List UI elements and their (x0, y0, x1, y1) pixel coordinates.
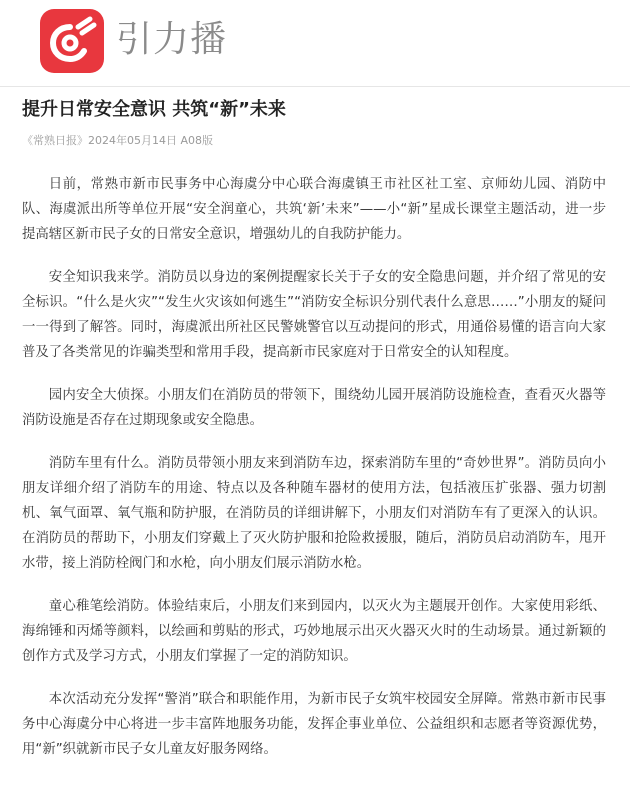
article-paragraph: 日前，常熟市新市民事务中心海虞分中心联合海虞镇王市社区社工室、京师幼儿园、消防中队、海虞派出所等单位开展“安全润童心，共筑‘新’未来”——小“新”星成长课堂主题活动，进一步提高辖区新市民子女的日常安全意识，增强幼儿的自我防护能力。 (22, 177, 606, 242)
article-body (22, 172, 606, 780)
site-header (0, 0, 630, 82)
header-divider (0, 86, 630, 87)
article-paragraph: 消防车里有什么。消防员带领小朋友来到消防车边，探索消防车里的“奇妙世界”。消防员向小朋友详细介绍了消防车的用途、特点以及各种随车器材的使用方法，包括液压扩张器、强力切割机、氧气面罩、氧气瓶和防护服，在消防员的详细讲解下，小朋友们对消防车有了更深入的认识。在消防员的帮助下，小朋友们穿戴上了灭火防护服和抢险救援服，随后，消防员启动消防车，甩开水带，接上消防栓阀门和水枪，向小朋友们展示消防水枪。 (22, 456, 606, 571)
article-paragraph: 本次活动充分发挥“警消”联合和职能作用，为新市民子女筑牢校园安全屏障。常熟市新市民事务中心海虞分中心将进一步丰富阵地服务功能，发挥企事业单位、公益组织和志愿者等资源优势，用“新”织就新市民子女儿童友好服务网络。 (22, 692, 606, 757)
article-meta: 《常熟日报》2024年05月14日 A08版 (22, 134, 214, 147)
article-paragraph: 安全知识我来学。消防员以身边的案例提醒家长关于子女的安全隐患问题，并介绍了常见的安全标识。“什么是火灾”“发生火灾该如何逃生”“消防安全标识分别代表什么意思……”小朋友的疑问一一得到了解答。同时，海虞派出所社区民警姚警官以互动提问的形式，用通俗易懂的语言向大家普及了各类常见的诈骗类型和常用手段，提高新市民家庭对于日常安全的认知程度。 (22, 270, 606, 360)
article-paragraph: 童心稚笔绘消防。体验结束后，小朋友们来到园内，以灭火为主题展开创作。大家使用彩纸、海绵锤和丙烯等颜料，以绘画和剪贴的形式，巧妙地展示出灭火器灭火时的生动场景。通过新颖的创作方式及学习方式，小朋友们掌握了一定的消防知识。 (22, 599, 606, 664)
article-title: 提升日常安全意识 共筑“新”未来 (22, 99, 286, 120)
article-paragraph: 园内安全大侦探。小朋友们在消防员的带领下，围绕幼儿园开展消防设施检查，查看灭火器等消防设施是否存在过期现象或安全隐患。 (22, 388, 606, 428)
brand-name[interactable]: 引力播 (116, 19, 228, 60)
yinlibo-logo-icon[interactable] (40, 9, 104, 73)
